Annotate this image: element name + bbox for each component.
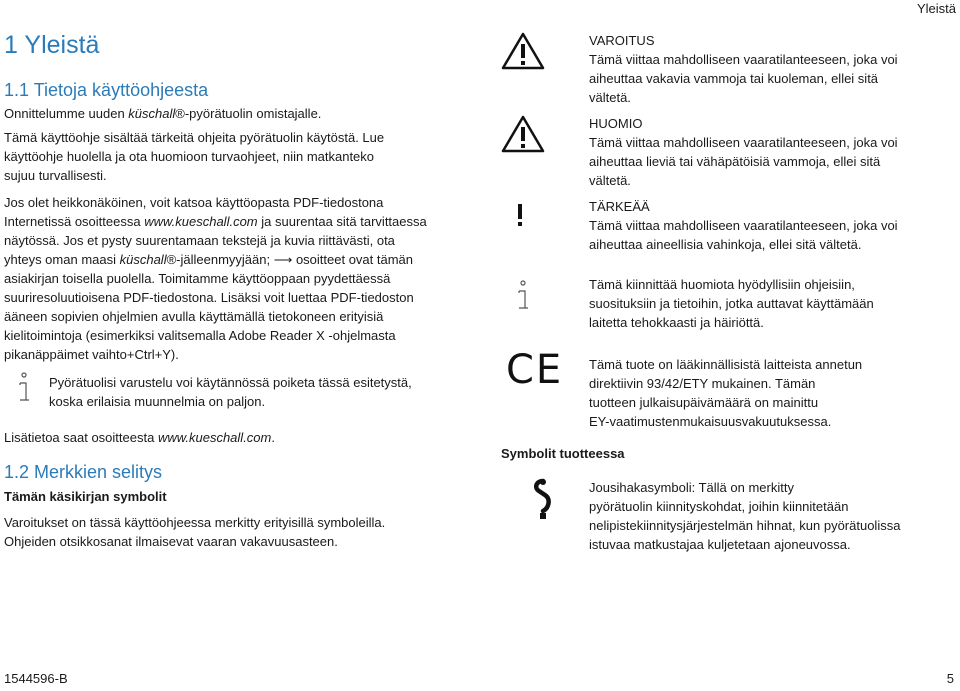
paragraph-usage xyxy=(4,128,384,185)
intro-post: ®-pyörätuolin omistajalle. xyxy=(175,106,322,121)
paragraph-line: pyörätuolin kiinnityskohdat, joihin kiinnitetään xyxy=(589,499,849,514)
exclamation-icon xyxy=(515,204,525,228)
info-block xyxy=(589,275,874,332)
paragraph-line: Internetissä osoitteessa www.kueschall.com ja suurentaa sitä tarvittaessa xyxy=(4,214,427,229)
caution-title: HUOMIO xyxy=(589,116,643,131)
website-link: www.kueschall.com xyxy=(157,430,272,445)
section-heading-1-1: 1.1 Tietoja käyttöohjeesta xyxy=(4,80,209,100)
paragraph-line: näytössä. Jos et pysty suurentamaan tekstejä ja kuvia riittävästi, ota xyxy=(4,233,395,248)
paragraph-line: direktiivin 93/42/ETY mukainen. Tämän xyxy=(589,376,816,391)
paragraph-line: Ohjeiden otsikkosanat ilmaisevat vaaran vakavuusasteen. xyxy=(4,534,338,549)
paragraph-line: vältetä. xyxy=(589,173,631,188)
paragraph-line: aiheuttaa vakavia vammoja tai kuoleman, ellei sitä xyxy=(589,71,879,86)
caution-triangle-icon xyxy=(501,115,545,153)
symbols-on-product-heading: Symbolit tuotteessa xyxy=(501,446,625,461)
ce-block xyxy=(589,355,862,431)
paragraph-line: yhteys oman maasi küschall®-jälleenmyyjään; ⟶ osoitteet ovat tämän xyxy=(4,252,414,267)
note-paragraph xyxy=(49,373,412,411)
transit-block xyxy=(589,478,900,554)
website-link: www.kueschall.com xyxy=(144,214,258,229)
paragraph-line: Jousihakasymboli: Tällä on merkitty xyxy=(589,480,794,495)
warning-triangle-icon xyxy=(501,32,545,70)
paragraph-line: käyttöohje huolella ja ota huomioon turvaohjeet, niin matkanteko xyxy=(4,149,375,164)
paragraph-line: ääneen sopivien ohjelmien avulla käyttämällä tietokoneen erityisiä xyxy=(4,309,384,324)
page-number: 5 xyxy=(946,671,954,686)
info-icon xyxy=(515,280,531,314)
paragraph-line: EY-vaatimustenmukaisuusvakuutuksessa. xyxy=(589,414,832,429)
paragraph-symbols xyxy=(4,513,385,551)
brand-name: küschall xyxy=(128,106,176,121)
paragraph-line: Tämä tuote on lääkinnällisistä laitteista annetun xyxy=(589,357,863,372)
paragraph-line: sujuu turvallisesti. xyxy=(4,168,107,183)
paragraph-line: nelipistekiinnitysjärjestelmän hihnat, kun pyörätuolissa xyxy=(589,518,901,533)
paragraph-line: istuvaa matkustajaa kuljetetaan ajoneuvossa. xyxy=(589,537,851,552)
warning-title: VAROITUS xyxy=(589,33,655,48)
paragraph-line: Tämä kiinnittää huomiota hyödyllisiin ohjeisiin, xyxy=(589,277,855,292)
paragraph-line: kielitoimintoja (esimerkiksi valitsemalla Adobe Reader X -ohjelmasta xyxy=(4,328,396,343)
paragraph-line: suuriresoluutioisena PDF-tiedostona. Lisäksi voit luettaa PDF-tiedoston xyxy=(4,290,414,305)
running-header: Yleistä xyxy=(916,1,956,16)
paragraph-line: Tämä viittaa mahdolliseen vaaratilanteeseen, joka voi xyxy=(589,218,898,233)
paragraph-line: Tämä viittaa mahdolliseen vaaratilanteeseen, joka voi xyxy=(589,52,898,67)
paragraph-line: Jos olet heikkonäköinen, voit katsoa käyttöopasta PDF-tiedostona xyxy=(4,195,384,210)
more-info-paragraph: Lisätietoa saat osoitteesta www.kueschall.com. xyxy=(4,430,275,445)
section-heading-1-2: 1.2 Merkkien selitys xyxy=(4,462,163,482)
paragraph-line: Tämä viittaa mahdolliseen vaaratilanteeseen, joka voi xyxy=(589,135,898,150)
intro-pre: Onnittelumme uuden xyxy=(4,106,129,121)
info-icon xyxy=(16,372,32,406)
paragraph-line: pikanäppäimet vaihto+Ctrl+Y). xyxy=(4,347,179,362)
paragraph-line: koska erilaisia muunnelmia on paljon. xyxy=(49,394,266,409)
important-block xyxy=(589,197,898,254)
document-id: 1544596-B xyxy=(4,671,68,686)
paragraph-line: tuotteen julkaisupäivämäärä on mainittu xyxy=(589,395,819,410)
paragraph-line: Varoitukset on tässä käyttöohjeessa merkitty erityisillä symboleilla. xyxy=(4,515,386,530)
page-title: 1 Yleistä xyxy=(4,31,100,59)
paragraph-line: aiheuttaa lieviä tai vähäpätöisiä vammoja, ellei sitä xyxy=(589,154,881,169)
paragraph-line: Pyörätuolisi varustelu voi käytännössä poiketa tässä esitetystä, xyxy=(49,375,412,390)
caution-block xyxy=(589,114,898,190)
paragraph-line: Tämä käyttöohje sisältää tärkeitä ohjeita pyörätuolin käytöstä. Lue xyxy=(4,130,385,145)
intro-paragraph xyxy=(4,104,321,123)
transit-hook-icon xyxy=(531,478,555,520)
warning-block xyxy=(589,31,898,107)
paragraph-line: vältetä. xyxy=(589,90,631,105)
paragraph-line: aiheuttaa aineellisia vahinkoja, ellei sitä vältetä. xyxy=(589,237,862,252)
paragraph-accessibility xyxy=(4,193,427,364)
brand-name: küschall xyxy=(119,252,167,267)
ce-mark-icon: CE xyxy=(506,347,564,393)
subsection-heading: Tämän käsikirjan symbolit xyxy=(4,489,167,504)
important-title: TÄRKEÄÄ xyxy=(589,199,650,214)
paragraph-line: suosituksiin ja tietoihin, jotka auttavat käyttämään xyxy=(589,296,874,311)
paragraph-line: asiakirjan toisella puolella. Toimitamme käyttöoppaan pyydettäessä xyxy=(4,271,391,286)
paragraph-line: laitetta tehokkaasti ja häiriöttä. xyxy=(589,315,764,330)
